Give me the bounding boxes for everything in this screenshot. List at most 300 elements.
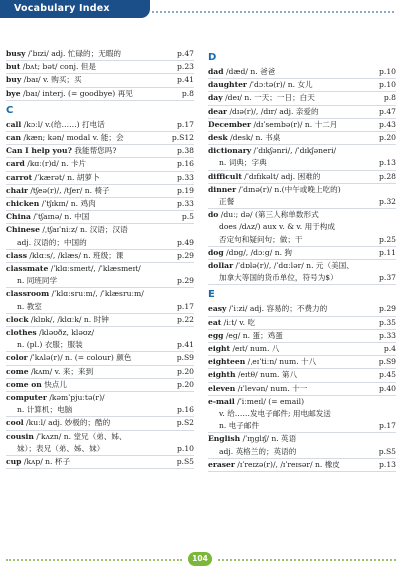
entry-line	[208, 260, 396, 272]
entry-page-ref: p.41	[177, 340, 194, 350]
entry-line	[6, 392, 194, 404]
entry-page-ref: p.S9	[176, 353, 194, 363]
entry-continuation-line	[208, 408, 396, 420]
entry-line	[6, 198, 194, 210]
entry-definition: /kʌp/ n. 杯子	[21, 457, 71, 467]
entry-text	[6, 119, 194, 131]
entry-headword: buy	[6, 75, 22, 85]
index-entry	[208, 317, 396, 330]
entry-definition: /kləʊðz, kləʊz/	[36, 328, 95, 338]
entry-line	[208, 184, 396, 196]
entry-definition: /kʌm/ v. 来；来到	[28, 366, 94, 376]
entry-line	[6, 172, 194, 184]
index-entry	[6, 172, 194, 185]
entry-line	[6, 327, 194, 339]
entry-line	[208, 369, 396, 381]
entry-headword: but	[6, 62, 21, 72]
entry-page-ref: p.29	[379, 304, 396, 314]
entry-headword: classroom	[6, 289, 50, 299]
entry-text	[208, 132, 396, 144]
entry-text	[6, 263, 194, 275]
entry-headword: Chinese	[6, 225, 40, 235]
entry-headword: day	[208, 93, 223, 103]
entry-continuation: v. 给……发电子邮件; 用电邮发送	[219, 409, 331, 419]
entry-line	[6, 379, 194, 391]
index-entry	[6, 119, 194, 132]
index-entry	[6, 263, 194, 288]
entry-page-ref: p.43	[379, 119, 396, 129]
entry-definition: /ˈklɑːsruːm/, /ˈklæsruːm/	[49, 289, 144, 299]
entry-definition: /ˌeɪˈtiːn/ num. 十八	[245, 357, 317, 367]
entry-line	[208, 132, 396, 144]
entry-page-ref: p.29	[177, 250, 194, 260]
entry-line	[6, 431, 194, 443]
entry-line	[6, 352, 194, 364]
entry-headword: card	[6, 159, 25, 169]
index-entry	[208, 343, 396, 356]
entry-page-ref: p.41	[177, 75, 194, 85]
entry-page-ref: p.33	[177, 199, 194, 209]
index-entry	[208, 119, 396, 132]
entry-page-ref: p.28	[379, 171, 396, 181]
index-entry	[6, 288, 194, 313]
index-entry	[208, 247, 396, 260]
entry-headword: eight	[208, 344, 231, 354]
index-entry	[208, 369, 396, 382]
entry-headword: dictionary	[208, 146, 252, 156]
entry-page-ref: p.47	[177, 49, 194, 58]
entry-page-ref: p.25	[379, 234, 396, 244]
entry-page-ref: p.20	[177, 366, 194, 376]
entry-headword: Can I help you?	[6, 146, 72, 156]
entry-text	[6, 74, 194, 86]
entry-page-ref: p.8	[383, 93, 396, 103]
entry-definition: /baɪ/ interj. (= goodbye) 再见	[20, 88, 133, 98]
entry-definition: /eɪt/ num. 八	[230, 344, 280, 354]
entry-line	[6, 88, 194, 100]
entry-page-ref: p.19	[177, 185, 194, 195]
entry-line	[208, 356, 396, 368]
section-letter: D	[208, 52, 217, 63]
entry-continuation: 正餐	[219, 197, 235, 207]
entry-headword: English	[208, 434, 241, 444]
entry-line	[208, 433, 396, 445]
entry-headword: daughter	[208, 80, 247, 90]
entry-headword: color	[6, 353, 28, 363]
entry-text	[208, 459, 396, 471]
index-entry	[6, 392, 194, 417]
entry-headword: China	[6, 212, 31, 222]
entry-definition: /eɪtθ/ num. 第八	[235, 370, 298, 380]
entry-continuation-line	[6, 443, 194, 455]
entry-headword: cup	[6, 457, 22, 467]
entry-definition: /ˈtʃɪkɪn/ n. 鸡肉	[39, 199, 96, 209]
entry-page-ref: p.4	[383, 344, 396, 354]
entry-headword: dog	[208, 247, 224, 257]
entry-page-ref: p.8	[181, 88, 194, 98]
entry-text	[6, 392, 194, 404]
entry-text	[208, 303, 396, 315]
entry-definition: /ɪˈlevən/ num. 十一	[235, 383, 308, 393]
index-entry	[208, 356, 396, 369]
entry-continuation-line	[208, 234, 396, 246]
entry-headword: chair	[6, 185, 28, 195]
entry-text	[208, 79, 396, 91]
entry-text	[6, 211, 194, 223]
entry-continuation: 加拿大等国的货币单位，符号为$）	[219, 273, 338, 283]
entry-headword: clothes	[6, 328, 37, 338]
entry-line	[208, 317, 396, 329]
entry-page-ref: p.10	[379, 67, 396, 76]
entry-text	[208, 383, 396, 395]
entry-headword: clock	[6, 314, 29, 324]
entry-page-ref: p.47	[379, 106, 396, 116]
entry-continuation-line	[208, 446, 396, 458]
index-entry	[6, 379, 194, 392]
index-entry	[6, 185, 194, 198]
entry-definition: /ˈdɪnə(r)/ n.(中午或晚上吃的)	[236, 184, 341, 194]
entry-page-ref: p.49	[177, 237, 194, 247]
entry-headword: computer	[6, 393, 47, 403]
entry-continuation-line	[6, 275, 194, 287]
entry-definition: /kɑː(r)d/ n. 卡片	[24, 159, 87, 169]
entry-definition: /iːt/ v. 吃	[221, 317, 256, 327]
entry-text	[6, 61, 194, 73]
entry-page-ref: p.33	[379, 330, 396, 340]
entry-headword: difficult	[208, 171, 242, 181]
entry-text	[6, 145, 194, 157]
entry-headword: dollar	[208, 261, 234, 271]
entry-line	[208, 79, 396, 91]
entry-line	[208, 343, 396, 355]
entry-headword: cool	[6, 418, 24, 428]
entry-line	[208, 396, 396, 408]
entry-definition: 快点儿	[41, 379, 67, 389]
entry-continuation-line	[6, 339, 194, 351]
entry-definition: /ˈiːzi/ adj. 容易的；不费力的	[226, 304, 328, 314]
entry-line	[6, 119, 194, 131]
entry-line	[208, 209, 396, 221]
entry-definition: /ˈklɑːsmeɪt/, /ˈklæsmeɪt/	[48, 264, 141, 274]
index-entry	[208, 330, 396, 343]
entry-continuation: n. 词典；字典	[219, 158, 267, 168]
index-entry	[6, 352, 194, 365]
entry-page-ref: p.S12	[171, 133, 194, 143]
entry-definition: /kəmˈpjuːtə(r)/	[46, 393, 105, 403]
entry-line	[208, 145, 396, 157]
entry-text	[6, 327, 194, 339]
footer-dotted-rule-left	[6, 559, 182, 561]
entry-text	[208, 119, 396, 131]
entry-headword: e-mail	[208, 396, 235, 406]
entry-text	[6, 88, 194, 100]
right-column	[208, 48, 396, 472]
entry-definition: /ˈdɔːtə(r)/ n. 女儿	[246, 80, 313, 90]
entry-line	[6, 211, 194, 223]
index-entry	[208, 106, 396, 119]
entry-page-ref: p.S9	[378, 357, 396, 367]
entry-definition: /ˈkærət/ n. 胡萝卜	[32, 172, 100, 182]
index-entry	[208, 459, 396, 472]
entry-continuation-line	[208, 420, 396, 432]
entry-continuation: n. 同班同学	[17, 276, 58, 286]
entry-definition: /deɪ/ n. 一天；一日；白天	[222, 93, 315, 103]
entry-continuation-line	[6, 404, 194, 416]
entry-headword: dad	[208, 67, 224, 76]
entry-text	[6, 250, 194, 262]
index-entry	[208, 145, 396, 170]
entry-headword: dear	[208, 106, 228, 116]
entry-definition: /ˈɪŋglɪʃ/ n. 英语	[240, 434, 297, 444]
entry-text	[6, 48, 194, 60]
entry-line	[208, 303, 396, 315]
entry-headword: eat	[208, 317, 222, 327]
entry-definition: /dæd/ n. 爸爸	[223, 67, 276, 76]
entry-definition: /ˈdɪkʃənri/, /ˈdɪkʃəneri/	[251, 146, 337, 156]
entry-definition: /dɒg/, /dɔːg/ n. 狗	[223, 247, 293, 257]
index-entry	[6, 158, 194, 171]
entry-line	[208, 330, 396, 342]
entry-definition: /ˈdɪfɪkəlt/ adj. 困难的	[241, 171, 321, 181]
entry-definition: /klɒk/, /klɑːk/ n. 时钟	[28, 314, 109, 324]
page-header	[0, 0, 402, 20]
index-entry	[208, 209, 396, 247]
entry-page-ref: p.13	[379, 459, 396, 469]
entry-text	[6, 185, 194, 197]
entry-definition: /bʌt; bət/ conj. 但是	[20, 62, 96, 72]
entry-page-ref: p.33	[177, 172, 194, 182]
entry-text	[208, 330, 396, 342]
entry-page-ref: p.13	[379, 158, 396, 168]
entry-definition: /ˈbɪzi/ adj. 忙碌的；无暇的	[25, 49, 122, 58]
entry-definition: /ˈdɒlə(r)/, /ˈdɑːlər/ n. 元（美国、	[233, 261, 354, 271]
entry-text	[208, 369, 396, 381]
index-entry	[6, 327, 194, 352]
entry-text	[6, 158, 194, 170]
entry-definition: /ˈkʌzn/ n. 堂兄（弟、姊、	[33, 431, 127, 441]
entry-page-ref: p.16	[177, 405, 194, 415]
header-dotted-rule	[152, 11, 394, 13]
entry-line	[6, 158, 194, 170]
entry-text	[6, 198, 194, 210]
entry-text	[208, 247, 396, 259]
entry-text	[208, 356, 396, 368]
entry-line	[6, 185, 194, 197]
entry-page-ref: p.S5	[378, 446, 396, 456]
entry-continuation-line	[208, 221, 396, 233]
entry-headword: eleven	[208, 383, 236, 393]
index-entry	[6, 211, 194, 224]
entry-definition: /ˌtʃaɪˈniːz/ n. 汉语；汉语	[39, 225, 128, 235]
entry-definition: /ˈkʌlə(r)/ n. (= colour) 颜色	[27, 353, 132, 363]
entry-headword: desk	[208, 133, 228, 143]
entry-headword: cousin	[6, 431, 34, 441]
entry-page-ref: p.20	[379, 133, 396, 143]
entry-continuation-line	[208, 157, 396, 169]
entry-continuation-line	[6, 237, 194, 249]
footer-dotted-rule-right	[218, 559, 396, 561]
header-title: Vocabulary Index	[14, 3, 110, 14]
entry-continuation: n. 教室	[17, 301, 42, 311]
entry-page-ref: p.29	[177, 276, 194, 286]
entry-headword: chicken	[6, 199, 40, 209]
entry-text	[6, 379, 194, 391]
index-entry	[208, 184, 396, 209]
index-entry	[208, 79, 396, 92]
entry-definition: 我能帮您吗?	[71, 146, 117, 156]
index-entry	[6, 417, 194, 430]
entry-definition: /eg/ n. 蛋；鸡蛋	[223, 330, 283, 340]
entry-text	[208, 433, 396, 445]
entry-continuation: does /dʌz/) aux v. & v. 用于构成	[219, 222, 335, 232]
entry-text	[208, 92, 396, 104]
entry-line	[6, 366, 194, 378]
entry-line	[6, 263, 194, 275]
entry-page-ref: p.45	[379, 370, 396, 380]
entry-text	[6, 431, 194, 443]
index-entry	[6, 366, 194, 379]
entry-headword: come	[6, 366, 29, 376]
entry-line	[6, 224, 194, 236]
entry-line	[6, 48, 194, 60]
entry-headword: can	[6, 133, 22, 143]
entry-text	[6, 352, 194, 364]
entry-page-ref: p.10	[177, 443, 194, 453]
entry-line	[6, 132, 194, 144]
entry-line	[208, 247, 396, 259]
entry-definition: /kæn; kən/ modal v. 能；会	[21, 133, 124, 143]
entry-line	[208, 459, 396, 471]
entry-text	[208, 184, 396, 196]
entry-text	[6, 132, 194, 144]
entry-continuation: adj. 汉语的；中国的	[17, 237, 87, 247]
section-letter: C	[6, 104, 14, 116]
entry-page-ref: p.22	[177, 314, 194, 324]
entry-definition: /tʃeə(r)/, /tʃer/ n. 椅子	[27, 185, 110, 195]
index-entry	[6, 74, 194, 87]
entry-page-ref: p.35	[379, 317, 396, 327]
entry-definition: /duː; də/ (第三人称单数形式	[218, 210, 319, 220]
index-entry	[208, 396, 396, 434]
entry-line	[208, 119, 396, 131]
page-number-badge: 104	[188, 552, 212, 566]
entry-headword: easy	[208, 304, 227, 314]
entry-text	[6, 224, 194, 236]
entry-text	[208, 317, 396, 329]
entry-text	[208, 106, 396, 118]
entry-line	[208, 106, 396, 118]
index-entry	[6, 314, 194, 327]
index-entry	[208, 66, 396, 79]
entry-line	[6, 145, 194, 157]
entry-continuation: n. (pl.) 衣服；服装	[17, 340, 83, 350]
entry-definition: /desk/ n. 书桌	[227, 133, 281, 143]
index-entry	[208, 383, 396, 396]
entry-line	[6, 314, 194, 326]
entry-text	[208, 171, 396, 183]
entry-text	[208, 145, 396, 157]
entry-page-ref: p.11	[379, 247, 396, 257]
entry-page-ref: p.10	[379, 80, 396, 90]
entry-line	[208, 92, 396, 104]
entry-definition: /dɪˈsembə(r)/ n. 十二月	[251, 119, 338, 129]
entry-page-ref: p.17	[177, 119, 194, 129]
entry-text	[6, 288, 194, 300]
left-column	[6, 48, 194, 469]
entry-continuation: adj. 英格兰的；英语的	[219, 446, 297, 456]
entry-line	[208, 383, 396, 395]
index-entry	[6, 431, 194, 456]
entry-continuation: n. 电子邮件	[219, 421, 260, 431]
index-entry	[6, 132, 194, 145]
entry-continuation-line	[208, 272, 396, 284]
entry-continuation-line	[6, 301, 194, 313]
entry-definition: /baɪ/ v. 购买；买	[21, 75, 82, 85]
entry-line	[6, 417, 194, 429]
entry-text	[6, 417, 194, 429]
index-entry	[6, 61, 194, 74]
index-entry	[6, 48, 194, 61]
entry-page-ref: p.16	[177, 159, 194, 169]
entry-definition: /klɑːs/, /klæs/ n. 班级；课	[26, 250, 124, 260]
entry-headword: do	[208, 210, 219, 220]
entry-page-ref: p.S5	[176, 457, 194, 467]
index-entry	[208, 171, 396, 184]
index-entry	[208, 433, 396, 458]
entry-headword: dinner	[208, 184, 237, 194]
entry-continuation: 否定句和疑问句；做；干	[219, 234, 303, 244]
entry-line	[208, 66, 396, 78]
index-entry	[208, 92, 396, 105]
entry-headword: eighteen	[208, 357, 246, 367]
entry-page-ref: p.37	[379, 273, 396, 283]
entry-text	[6, 314, 194, 326]
section-letter: E	[208, 289, 215, 301]
entry-definition: /kɔːl/ v.(给……) 打电话	[21, 119, 105, 129]
entry-text	[6, 366, 194, 378]
entry-headword: eighth	[208, 370, 236, 380]
entry-headword: bye	[6, 88, 21, 98]
entry-text	[208, 396, 396, 408]
entry-headword: carrot	[6, 172, 33, 182]
entry-definition: /ˈiːmeɪl/ (= email)	[234, 396, 305, 406]
entry-page-ref: p.S2	[176, 418, 194, 428]
index-entry	[208, 260, 396, 285]
entry-line	[6, 250, 194, 262]
entry-page-ref: p.23	[177, 62, 194, 72]
entry-text	[6, 456, 194, 468]
entry-page-ref: p.5	[181, 212, 194, 222]
index-entry	[6, 250, 194, 263]
entry-line	[208, 171, 396, 183]
entry-definition: /dɪə(r)/, /dɪr/ adj. 亲爱的	[227, 106, 319, 116]
entry-headword: eraser	[208, 459, 235, 469]
entry-page-ref: p.20	[177, 379, 194, 389]
entry-page-ref: p.40	[379, 383, 396, 393]
entry-continuation: 妹）；表兄（弟、姊、妹）	[17, 443, 105, 453]
index-entry	[6, 224, 194, 249]
entry-definition: /ɪˈreɪzə(r)/, /ɪˈreɪsər/ n. 橡皮	[234, 459, 340, 469]
entry-definition: /ˈtʃaɪnə/ n. 中国	[30, 212, 90, 222]
entry-text	[6, 172, 194, 184]
entry-headword: busy	[6, 49, 26, 58]
entry-headword: egg	[208, 330, 224, 340]
entry-headword: call	[6, 119, 22, 129]
entry-line	[6, 61, 194, 73]
entry-headword: come on	[6, 379, 42, 389]
entry-text	[208, 66, 396, 78]
entry-headword: classmate	[6, 264, 49, 274]
